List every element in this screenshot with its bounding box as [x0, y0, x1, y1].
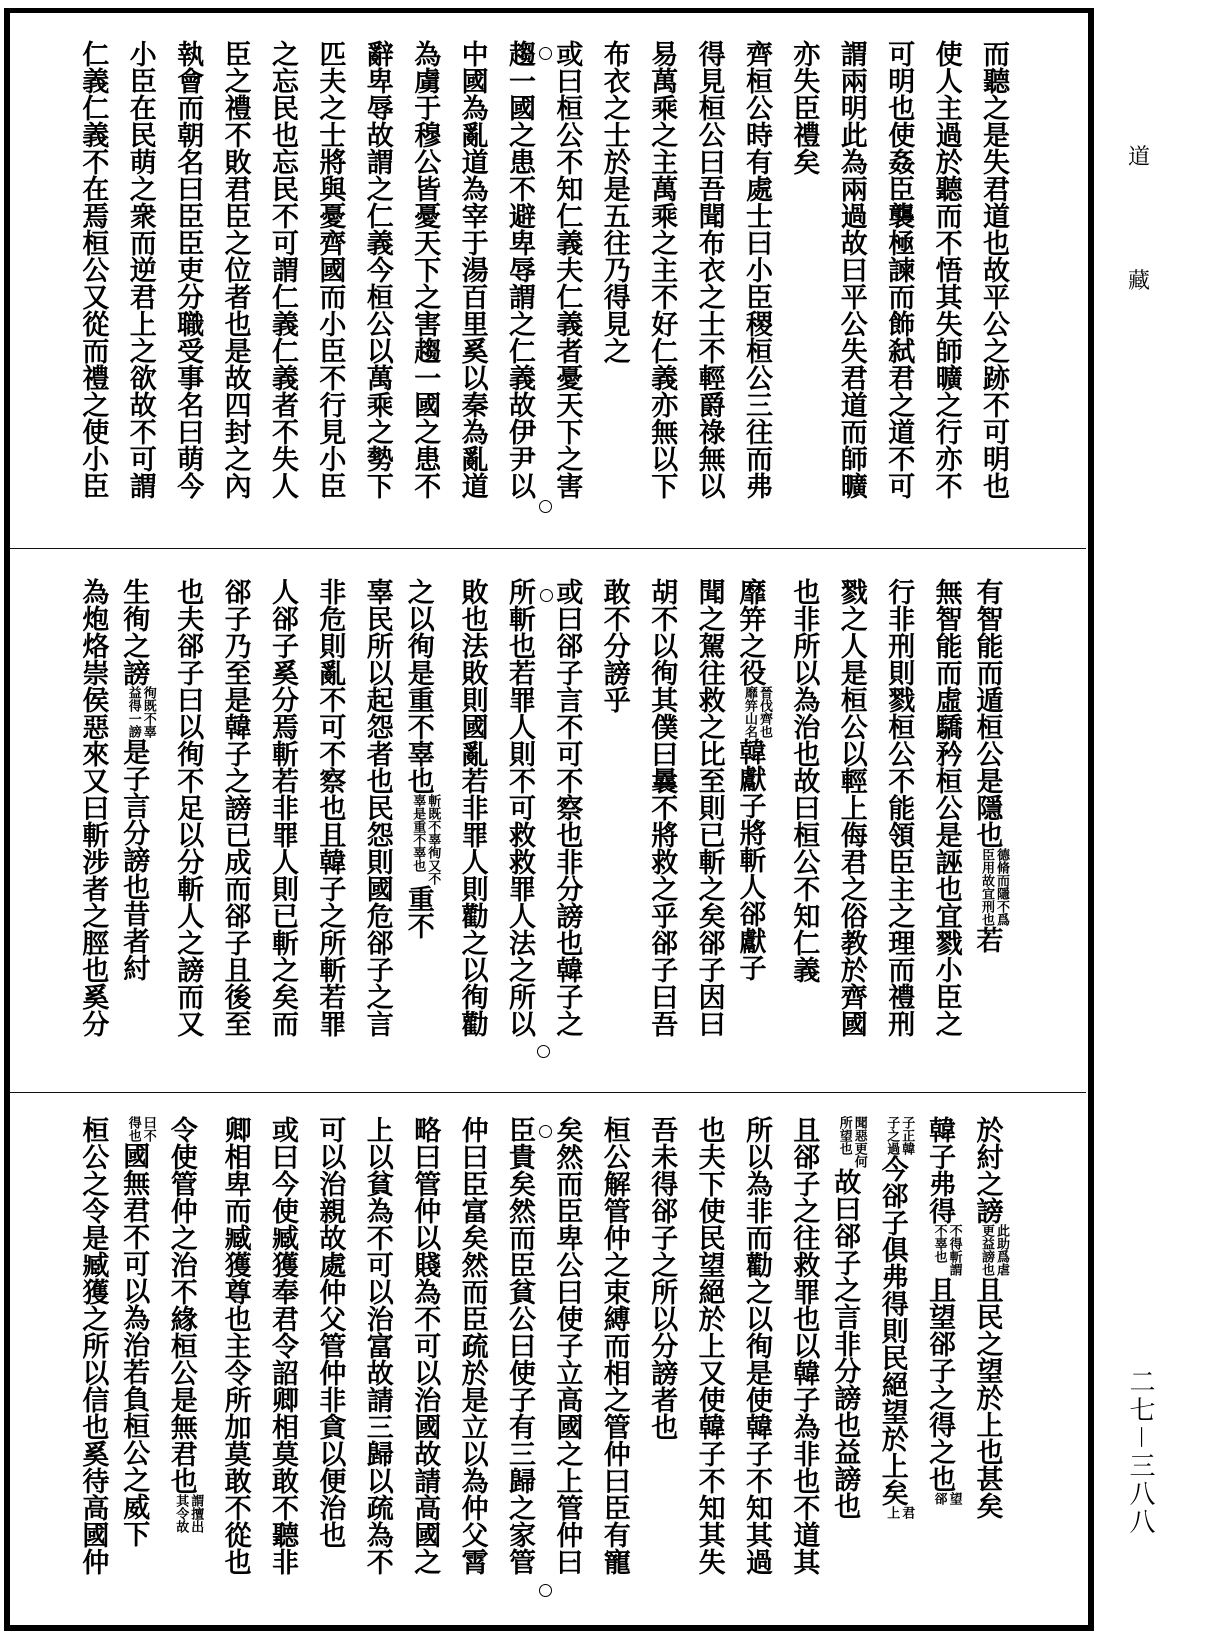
annotation-line: 徇既不辜: [140, 686, 156, 738]
main-text: 臣之禮不敗君臣之位者也是故四封之內: [219, 40, 251, 499]
main-text: 也夫郤子曰以徇不足以分斬人之謗而又: [172, 578, 204, 1037]
main-text: 布衣之士於是五往乃得見之: [598, 40, 630, 364]
text-column: [550, 40, 582, 499]
text-column: [165, 1116, 204, 1533]
main-text: 謂兩明此為兩過故曰平公失君道而師曠: [835, 40, 867, 499]
text-column: [313, 1116, 345, 1548]
main-text: 胡不以徇其僕曰曩不將救之乎郤子曰吾: [646, 578, 678, 1037]
main-text: 有智能而遁桓公是隱也: [971, 578, 1003, 848]
main-text: 或曰桓公不知仁義夫仁義者憂天下之害: [551, 40, 583, 499]
annotation-line: 靡笄山名: [742, 686, 757, 738]
main-text: 戮之人是桓公以輕上侮君之俗教於齊國: [835, 578, 867, 1037]
main-text: 重不: [402, 885, 434, 939]
text-column: [645, 1116, 677, 1440]
annotation-line: 不辜也: [931, 1224, 947, 1263]
main-text: 為炮烙崇侯惡來又曰斬涉者之脛也奚分: [77, 578, 109, 1037]
text-column: [361, 578, 393, 1037]
annotation-note: [837, 1116, 867, 1168]
main-text: 小臣在民萌之衆而逆君上之欲故不可謂: [124, 40, 156, 499]
main-text: 執會而朝名曰臣臣吏分職受事名曰萌今: [172, 40, 204, 499]
text-column: [171, 578, 203, 1037]
main-text: 今郤子俱弗得則民絕望於上矣: [876, 1155, 908, 1506]
main-text: 略曰管仲以賤為不可以治國故請高國之: [409, 1116, 441, 1575]
text-column: [734, 578, 772, 981]
main-text: 之忘民也忘民不可謂仁義仁義者不失人: [267, 40, 298, 499]
main-text: 辜民所以起怨者也民怨則國危郤子之言: [361, 578, 393, 1037]
annotation-line: 聞惡更何: [851, 1116, 867, 1168]
annotation-note: [410, 794, 440, 885]
annotation-line: 上: [884, 1506, 900, 1519]
main-text: 吾未得郤子之所以分謗者也: [646, 1116, 678, 1440]
annotation-line: 子正韓: [899, 1116, 915, 1155]
text-column: [76, 1116, 108, 1575]
text-column: [313, 40, 345, 499]
annotation-line: 曰不: [140, 1116, 156, 1142]
main-text: 令使管仲之治不緣桓公是無君也: [165, 1116, 197, 1494]
text-column: [971, 1116, 1009, 1519]
main-text: 且望郤子之得之也: [924, 1276, 956, 1492]
main-text: 行非刑則戮桓公不能領臣主之理而禮刑: [883, 578, 915, 1037]
annotation-line: 晉伐齊也: [757, 686, 772, 738]
text-column: [456, 1116, 488, 1575]
main-text: 得見桓公曰吾聞布衣之士不輕爵祿無以: [693, 40, 725, 499]
main-text: 卿相卑而臧獲尊也主令所加莫敢不從也: [219, 1116, 251, 1575]
main-text: 可以治親故處仲父管仲非貪以便治也: [314, 1116, 346, 1548]
register-divider: [10, 1092, 1086, 1093]
section-mark-icon: [539, 47, 552, 60]
annotation-line: 子之過: [884, 1116, 900, 1155]
section-mark-icon: [537, 1045, 550, 1058]
section-mark-icon: [539, 500, 552, 513]
text-column: [503, 1116, 535, 1575]
annotation-line: 所望也: [836, 1116, 852, 1155]
main-text: 韓子弗得: [924, 1116, 956, 1224]
main-text: 生徇之謗: [118, 578, 150, 686]
text-column: [313, 578, 345, 1037]
annotation-line: 益得一謗: [125, 686, 141, 738]
text-column: [598, 40, 630, 364]
text-column: [930, 40, 962, 499]
text-column: [971, 578, 1009, 953]
main-text: 非危則亂不可不察也且韓子之所斬若罪: [314, 578, 346, 1037]
main-text: 中國為亂道為宰于湯百里奚以秦為亂道: [456, 40, 488, 499]
text-column: [171, 40, 203, 499]
main-text: 使人主過於聽而不悟其失師曠之行亦不: [930, 40, 962, 499]
text-column: [408, 1116, 440, 1575]
main-text: 若: [971, 926, 1003, 953]
main-text: 且民之望於上也甚矣: [971, 1276, 1003, 1519]
main-text: 且郤子之往救罪也以韓子為非也不道其: [788, 1116, 820, 1575]
text-column: [693, 40, 725, 499]
main-text: 也夫下使民望絕於上又使韓子不知其失: [693, 1116, 725, 1575]
main-text: 仲曰臣富矣然而臣疏於是立以為仲父霄: [456, 1116, 488, 1575]
annotation-note: [126, 686, 156, 738]
text-column: [219, 40, 251, 499]
text-column: [787, 578, 819, 983]
main-text: 而聽之是失君道也故平公之跡不可明也: [978, 40, 1009, 499]
text-column: [829, 1116, 867, 1519]
main-text: 或曰今使臧獲奉君令詔卿相莫敢不聽非: [267, 1116, 298, 1575]
main-text: 臣貴矣然而臣貧公曰使子有三歸之家管: [504, 1116, 535, 1575]
text-column: [219, 1116, 251, 1575]
text-column: [361, 40, 393, 499]
main-text: 國無君不可以為治若負桓公之威下: [118, 1142, 150, 1547]
text-column: [740, 1116, 772, 1575]
main-text: 桓公之令是臧獲之所以信也奚待高國仲: [77, 1116, 109, 1575]
register-divider: [10, 548, 1086, 549]
main-text: 仁義仁義不在焉桓公又從而禮之使小臣: [77, 40, 109, 499]
main-text: 上以貧為不可以治富故請三歸以疏為不: [361, 1116, 393, 1575]
main-text: 韓獻子將斬人郤獻子: [734, 738, 766, 981]
main-text: 敗也法敗則國亂若非罪人則勸之以徇勸: [456, 578, 488, 1037]
text-column: [645, 578, 677, 1037]
main-text: 之以徇是重不辜也: [402, 578, 434, 794]
text-column: [118, 1116, 156, 1547]
annotation-line: 辜是重不辜也: [410, 794, 426, 872]
section-mark-icon: [539, 1125, 552, 1138]
text-column: [219, 578, 251, 1037]
text-column: [361, 1116, 393, 1575]
text-column: [787, 1116, 819, 1575]
text-column: [550, 1116, 582, 1575]
text-column: [124, 40, 156, 499]
annotation-note: [884, 1506, 914, 1519]
annotation-line: 德脩而隱不爲: [994, 848, 1009, 926]
annotation-note: [884, 1116, 914, 1155]
annotation-note: [126, 1116, 156, 1142]
annotation-line: 不得斬謂: [946, 1224, 962, 1276]
main-text: 無智能而虛驕矜桓公是誣也宜戮小臣之: [930, 578, 962, 1037]
main-text: 是子言分謗也昔者紂: [118, 738, 150, 981]
annotation-line: 斬既不辜徇又不: [425, 794, 441, 885]
annotation-line: 更益謗也: [979, 1224, 994, 1276]
main-text: 也非所以為治也故曰桓公不知仁義: [788, 578, 820, 983]
text-column: [598, 1116, 630, 1575]
text-column: [835, 578, 867, 1037]
annotation-line: 臣用故宜刑也: [979, 848, 994, 926]
main-text: 亦失臣禮矣: [788, 40, 820, 175]
main-text: 聞之駕往救之比至則已斬之矣郤子因曰: [693, 578, 725, 1037]
text-column: [977, 40, 1009, 499]
text-column: [503, 578, 535, 1037]
text-column: [76, 40, 108, 499]
text-column: [787, 40, 819, 175]
annotation-line: 郤: [931, 1492, 947, 1505]
annotation-line: 望: [946, 1492, 962, 1505]
text-column: [456, 40, 488, 499]
text-column: [550, 578, 582, 1037]
annotation-line: 得也: [125, 1116, 141, 1142]
main-text: 趨一國之患不避卑辱謂之仁義故伊尹以: [504, 40, 535, 499]
text-column: [693, 578, 725, 1037]
section-mark-icon: [539, 1584, 552, 1597]
main-text: 為虜于穆公皆憂天下之害趨一國之患不: [409, 40, 441, 499]
annotation-note: [932, 1492, 962, 1505]
text-column: [882, 578, 914, 1037]
text-column: [266, 40, 298, 499]
text-column: [402, 578, 441, 939]
main-text: 易萬乘之主萬乘之主不好仁義亦無以下: [646, 40, 678, 499]
main-text: 辭卑辱故謂之仁義今桓公以萬乘之勢下: [361, 40, 393, 499]
text-column: [266, 578, 298, 1037]
main-text: 齊桓公時有處士曰小臣稷桓公三往而弗: [741, 40, 772, 499]
text-column: [266, 1116, 298, 1575]
text-column: [930, 578, 962, 1037]
annotation-line: 君: [899, 1506, 915, 1519]
main-text: 郤子乃至是韓子之謗已成而郤子且後至: [219, 578, 251, 1037]
main-text: 於紂之謗: [971, 1116, 1003, 1224]
text-column: [740, 40, 772, 499]
section-mark-icon: [540, 589, 553, 602]
text-column: [76, 578, 108, 1037]
main-text: 所斬也若罪人則不可救救罪人法之所以: [504, 578, 535, 1037]
annotation-line: 謂擅出: [188, 1494, 204, 1533]
text-column: [456, 578, 488, 1037]
annotation-note: [979, 1224, 1009, 1276]
main-text: 敢不分謗乎: [598, 578, 630, 713]
annotation-line: 此助爲虐: [994, 1224, 1009, 1276]
main-text: 桓公解管仲之束縛而相之管仲曰臣有寵: [598, 1116, 630, 1575]
annotation-note: [932, 1224, 962, 1276]
main-text: 匹夫之士將與憂齊國而小臣不行見小臣: [314, 40, 346, 499]
text-column: [598, 578, 630, 713]
text-column: [503, 40, 535, 499]
text-column: [118, 578, 156, 981]
annotation-note: [979, 848, 1009, 926]
text-column: [882, 40, 914, 499]
main-text: 靡笄之役: [734, 578, 766, 686]
collection-title-bottom: 藏: [1128, 269, 1151, 294]
page-number: 二七－三八八: [1125, 1368, 1155, 1537]
text-column: [876, 1116, 915, 1519]
main-text: 所以為非而勸之以徇是使韓子不知其過: [741, 1116, 772, 1575]
main-text: 人郤子奚分焉斬若非罪人則已斬之矣而: [267, 578, 298, 1037]
main-text: 矣然而臣卑公曰使子立高國之上管仲曰: [551, 1116, 583, 1575]
text-column: [645, 40, 677, 499]
annotation-note: [173, 1494, 203, 1533]
annotation-line: 其令故: [173, 1494, 189, 1533]
text-column: [835, 40, 867, 499]
annotation-note: [742, 686, 772, 738]
main-text: 可明也使姦臣襲極諫而飾弑君之道不可: [883, 40, 915, 499]
collection-title-top: 道: [1128, 145, 1151, 170]
text-column: [693, 1116, 725, 1575]
main-text: 故曰郤子之言非分謗也益謗也: [829, 1168, 861, 1519]
text-column: [924, 1116, 962, 1505]
main-text: 或曰郤子言不可不察也非分謗也韓子之: [551, 578, 583, 1037]
text-column: [408, 40, 440, 499]
